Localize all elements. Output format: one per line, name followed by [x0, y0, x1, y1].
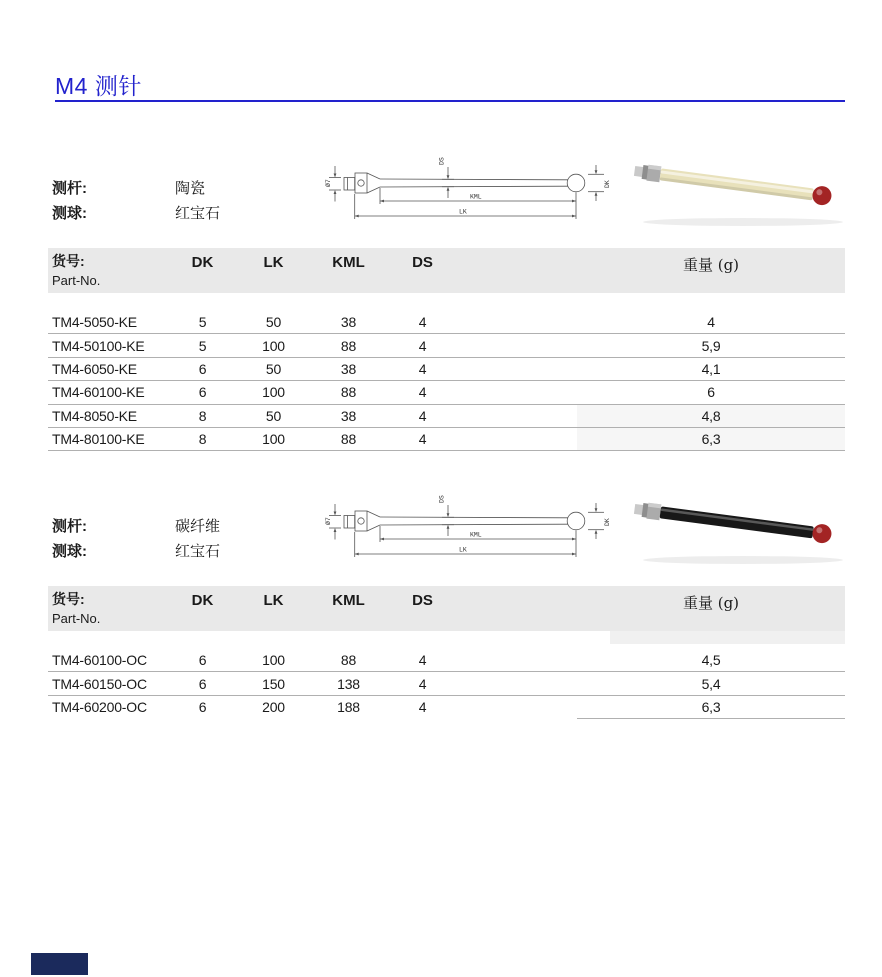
table-row — [48, 334, 845, 357]
shaft-label: 测杆: — [52, 518, 87, 536]
dk-cell: 8 — [198, 407, 207, 424]
kml-cell: 88 — [340, 337, 357, 354]
diagram-label-kml: KML — [470, 193, 482, 201]
spec-row-shaft — [52, 177, 302, 199]
lk-cell: 200 — [262, 699, 285, 716]
ds-cell: 4 — [418, 314, 427, 331]
table-row — [48, 358, 845, 381]
part-no-cell: TM4-50100-KE — [52, 337, 145, 354]
diagram-label-lk: LK — [459, 546, 467, 554]
diagram-label-diameter: Ø7 — [325, 517, 332, 525]
spec-row-ball — [52, 540, 302, 562]
lk-cell: 50 — [265, 360, 282, 377]
kml-cell: 88 — [340, 652, 357, 669]
diagram-label-ds: DS — [438, 157, 446, 165]
part-no-cell: TM4-5050-KE — [52, 314, 137, 331]
diagram-label-kml: KML — [470, 531, 482, 539]
weight-cell: 6,3 — [577, 696, 845, 719]
ruby-ball — [811, 185, 832, 206]
shaft-value: 碳纤维 — [175, 518, 221, 536]
lk-header: LK — [263, 254, 284, 271]
parts-table-carbon — [48, 586, 845, 719]
kml-cell: 88 — [340, 384, 357, 401]
diagram-label-diameter: Ø7 — [325, 179, 332, 187]
dk-cell: 6 — [198, 699, 207, 716]
part-no-cell: TM4-60200-OC — [52, 699, 147, 716]
weight-cell: 4 — [707, 314, 715, 331]
ball-value: 红宝石 — [175, 204, 221, 222]
weight-column-shading — [610, 631, 845, 644]
shaft-label: 测杆: — [52, 180, 87, 198]
footer-logo-block — [31, 953, 88, 975]
ds-cell: 4 — [418, 360, 427, 377]
lk-cell: 100 — [262, 431, 285, 448]
diagram-label-dk: DK — [604, 180, 611, 188]
dk-cell: 6 — [198, 675, 207, 692]
dk-cell: 6 — [198, 360, 207, 377]
weight-cell: 4,8 — [577, 405, 845, 427]
part-no-cell: TM4-60100-OC — [52, 652, 147, 669]
lk-cell: 50 — [265, 407, 282, 424]
ball-value: 红宝石 — [175, 542, 221, 560]
lk-cell: 150 — [262, 675, 285, 692]
weight-cell: 6 — [707, 384, 715, 401]
weight-cell: 4,5 — [701, 652, 721, 669]
table-row — [48, 311, 845, 334]
kml-cell: 138 — [337, 675, 360, 692]
lk-cell: 100 — [262, 337, 285, 354]
parts-table-ceramic — [48, 248, 845, 451]
diagram-label-ds: DS — [438, 495, 446, 503]
lk-cell: 50 — [265, 314, 282, 331]
ds-cell: 4 — [418, 407, 427, 424]
carbon-fiber-stylus-photo — [625, 490, 858, 570]
kml-cell: 38 — [340, 407, 357, 424]
ds-cell: 4 — [418, 675, 427, 692]
kml-header: KML — [332, 254, 365, 271]
dk-cell: 5 — [198, 314, 207, 331]
diagram-label-dk: DK — [604, 518, 611, 526]
kml-cell: 88 — [340, 431, 357, 448]
kml-cell: 188 — [337, 699, 360, 716]
table-row — [48, 428, 845, 451]
section-2-specs — [52, 515, 302, 564]
ds-cell: 4 — [418, 431, 427, 448]
section-1-specs — [52, 177, 302, 226]
table-row — [48, 381, 845, 404]
lk-cell: 100 — [262, 652, 285, 669]
dk-cell: 6 — [198, 384, 207, 401]
ceramic-stylus-photo — [625, 152, 858, 232]
stylus-dimension-diagram — [312, 140, 617, 228]
ds-cell: 4 — [418, 337, 427, 354]
part-no-cell: TM4-60150-OC — [52, 675, 147, 692]
ds-cell: 4 — [418, 384, 427, 401]
part-no-header: 货号: Part-No. — [52, 591, 101, 626]
ball-label: 测球: — [52, 204, 87, 222]
dk-cell: 5 — [198, 337, 207, 354]
lk-header: LK — [263, 592, 284, 609]
spec-row-ball — [52, 202, 302, 224]
weight-cell: 5,4 — [701, 675, 721, 692]
lk-cell: 100 — [262, 384, 285, 401]
table-row — [48, 696, 845, 719]
part-no-cell: TM4-60100-KE — [52, 384, 145, 401]
ruby-ball — [811, 523, 832, 544]
dk-header: DK — [191, 254, 214, 271]
table-row — [48, 649, 845, 672]
table-header — [48, 586, 845, 631]
dk-cell: 8 — [198, 431, 207, 448]
part-no-header: 货号: Part-No. — [52, 253, 101, 288]
spec-row-shaft — [52, 515, 302, 537]
ball-label: 测球: — [52, 542, 87, 560]
part-no-cell: TM4-80100-KE — [52, 431, 145, 448]
part-no-cell: TM4-8050-KE — [52, 407, 137, 424]
diagram-label-lk: LK — [459, 208, 467, 216]
kml-cell: 38 — [340, 314, 357, 331]
stylus-shaft — [660, 506, 814, 538]
ds-cell: 4 — [418, 652, 427, 669]
dk-header: DK — [191, 592, 214, 609]
weight-header: 重量 (g) — [682, 256, 740, 274]
part-no-cell: TM4-6050-KE — [52, 360, 137, 377]
stylus-dimension-diagram — [312, 478, 617, 566]
table-row — [48, 405, 845, 428]
ds-cell: 4 — [418, 699, 427, 716]
weight-header: 重量 (g) — [682, 594, 740, 612]
kml-cell: 38 — [340, 360, 357, 377]
weight-cell: 6,3 — [577, 428, 845, 450]
weight-cell: 5,9 — [701, 337, 721, 354]
table-row — [48, 672, 845, 695]
dk-cell: 6 — [198, 652, 207, 669]
ds-header: DS — [412, 254, 433, 271]
title-rule — [55, 100, 845, 102]
kml-header: KML — [332, 592, 365, 609]
ds-header: DS — [412, 592, 433, 609]
table-header — [48, 248, 845, 293]
weight-cell: 4,1 — [701, 360, 721, 377]
page-title: M4 测针 — [55, 73, 142, 99]
shaft-value: 陶瓷 — [175, 180, 206, 198]
